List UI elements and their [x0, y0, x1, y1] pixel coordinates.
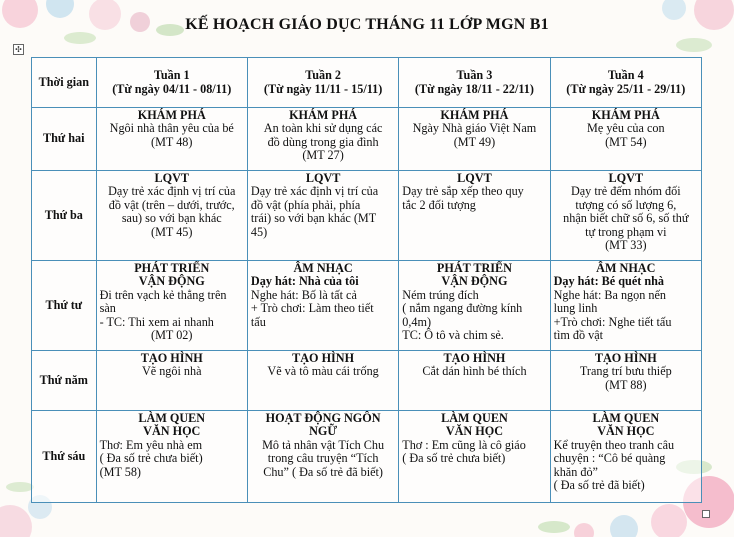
activity-cell: ÂM NHẠC Dạy hát: Bé quét nhà Nghe hát: Ba ngọn nến lung linh +Trò chơi: Nghe tiết tấu tìm đồ vật: [550, 261, 701, 351]
activity-cell: KHÁM PHÁ An toàn khi sử dụng các đồ dùng trong gia đình (MT 27): [247, 108, 398, 171]
activity-cell: KHÁM PHÁ Mẹ yêu của con (MT 54): [550, 108, 701, 171]
table-resize-handle[interactable]: [702, 510, 710, 518]
week-header-4: Tuần 4 (Từ ngày 25/11 - 29/11): [550, 58, 701, 108]
activity-cell: TẠO HÌNH Vẽ ngôi nhà: [96, 351, 247, 411]
week-header-1: Tuần 1 (Từ ngày 04/11 - 08/11): [96, 58, 247, 108]
activity-cell: LQVT Dạy trẻ xác định vị trí của đồ vật (phía phải, phía trái) so với bạn khác (MT 45): [247, 171, 398, 261]
day-label-thursday: Thứ năm: [32, 351, 97, 411]
activity-cell: TẠO HÌNH Trang trí bưu thiếp (MT 88): [550, 351, 701, 411]
table-row: [32, 261, 702, 351]
table-row: [32, 411, 702, 503]
activity-cell: LÀM QUEN VĂN HỌC Thơ: Em yêu nhà em ( Đa số trẻ chưa biết) (MT 58): [96, 411, 247, 503]
activity-cell: LQVT Dạy trẻ sắp xếp theo quy tắc 2 đối tượng: [399, 171, 550, 261]
activity-cell: TẠO HÌNH Cắt dán hình bé thích: [399, 351, 550, 411]
activity-cell: PHÁT TRIỂN VẬN ĐỘNG Ném trúng đích ( nắm ngang đường kính 0,4m) TC: Ô tô và chim sẻ.: [399, 261, 550, 351]
day-label-wednesday: Thứ tư: [32, 261, 97, 351]
week-header-2: Tuần 2 (Từ ngày 11/11 - 15/11): [247, 58, 398, 108]
week-header-3: Tuần 3 (Từ ngày 18/11 - 22/11): [399, 58, 550, 108]
time-label: Thời gian: [32, 58, 97, 108]
day-label-monday: Thứ hai: [32, 108, 97, 171]
table-row: [32, 351, 702, 411]
activity-cell: LÀM QUEN VĂN HỌC Thơ : Em cũng là cô giáo ( Đa số trẻ chưa biết): [399, 411, 550, 503]
page-title: KẾ HOẠCH GIÁO DỤC THÁNG 11 LỚP MGN B1: [185, 16, 549, 33]
day-label-friday: Thứ sáu: [32, 411, 97, 503]
activity-cell: LÀM QUEN VĂN HỌC Kể truyện theo tranh câu chuyện : “Cô bé quàng khăn đỏ” ( Đa số trẻ đã biết): [550, 411, 701, 503]
table-move-handle-icon[interactable]: ✣: [13, 44, 24, 55]
education-plan-table: [31, 57, 702, 503]
activity-cell: ÂM NHẠC Dạy hát: Nhà của tôi Nghe hát: Bố là tất cả + Trò chơi: Làm theo tiết tấu: [247, 261, 398, 351]
activity-cell: LQVT Dạy trẻ đếm nhóm đối tượng có số lượng 6, nhận biết chữ số 6, số thứ tự trong phạm vi (MT 33): [550, 171, 701, 261]
day-label-tuesday: Thứ ba: [32, 171, 97, 261]
activity-cell: HOẠT ĐỘNG NGÔN NGỮ Mô tả nhân vật Tích Chu trong câu truyện “Tích Chu” ( Đa số trẻ đã biết): [247, 411, 398, 503]
header-row: [32, 58, 702, 108]
activity-cell: KHÁM PHÁ Ngày Nhà giáo Việt Nam (MT 49): [399, 108, 550, 171]
activity-cell: LQVT Dạy trẻ xác định vị trí của đồ vật (trên – dưới, trước, sau) so với bạn khác (MT 45): [96, 171, 247, 261]
activity-cell: TẠO HÌNH Vẽ và tô màu cái trống: [247, 351, 398, 411]
activity-cell: PHÁT TRIỂN VẬN ĐỘNG Đi trên vạch kẻ thẳng trên sàn - TC: Thi xem ai nhanh (MT 02): [96, 261, 247, 351]
table-row: [32, 171, 702, 261]
activity-cell: KHÁM PHÁ Ngôi nhà thân yêu của bé (MT 48): [96, 108, 247, 171]
table-row: [32, 108, 702, 171]
